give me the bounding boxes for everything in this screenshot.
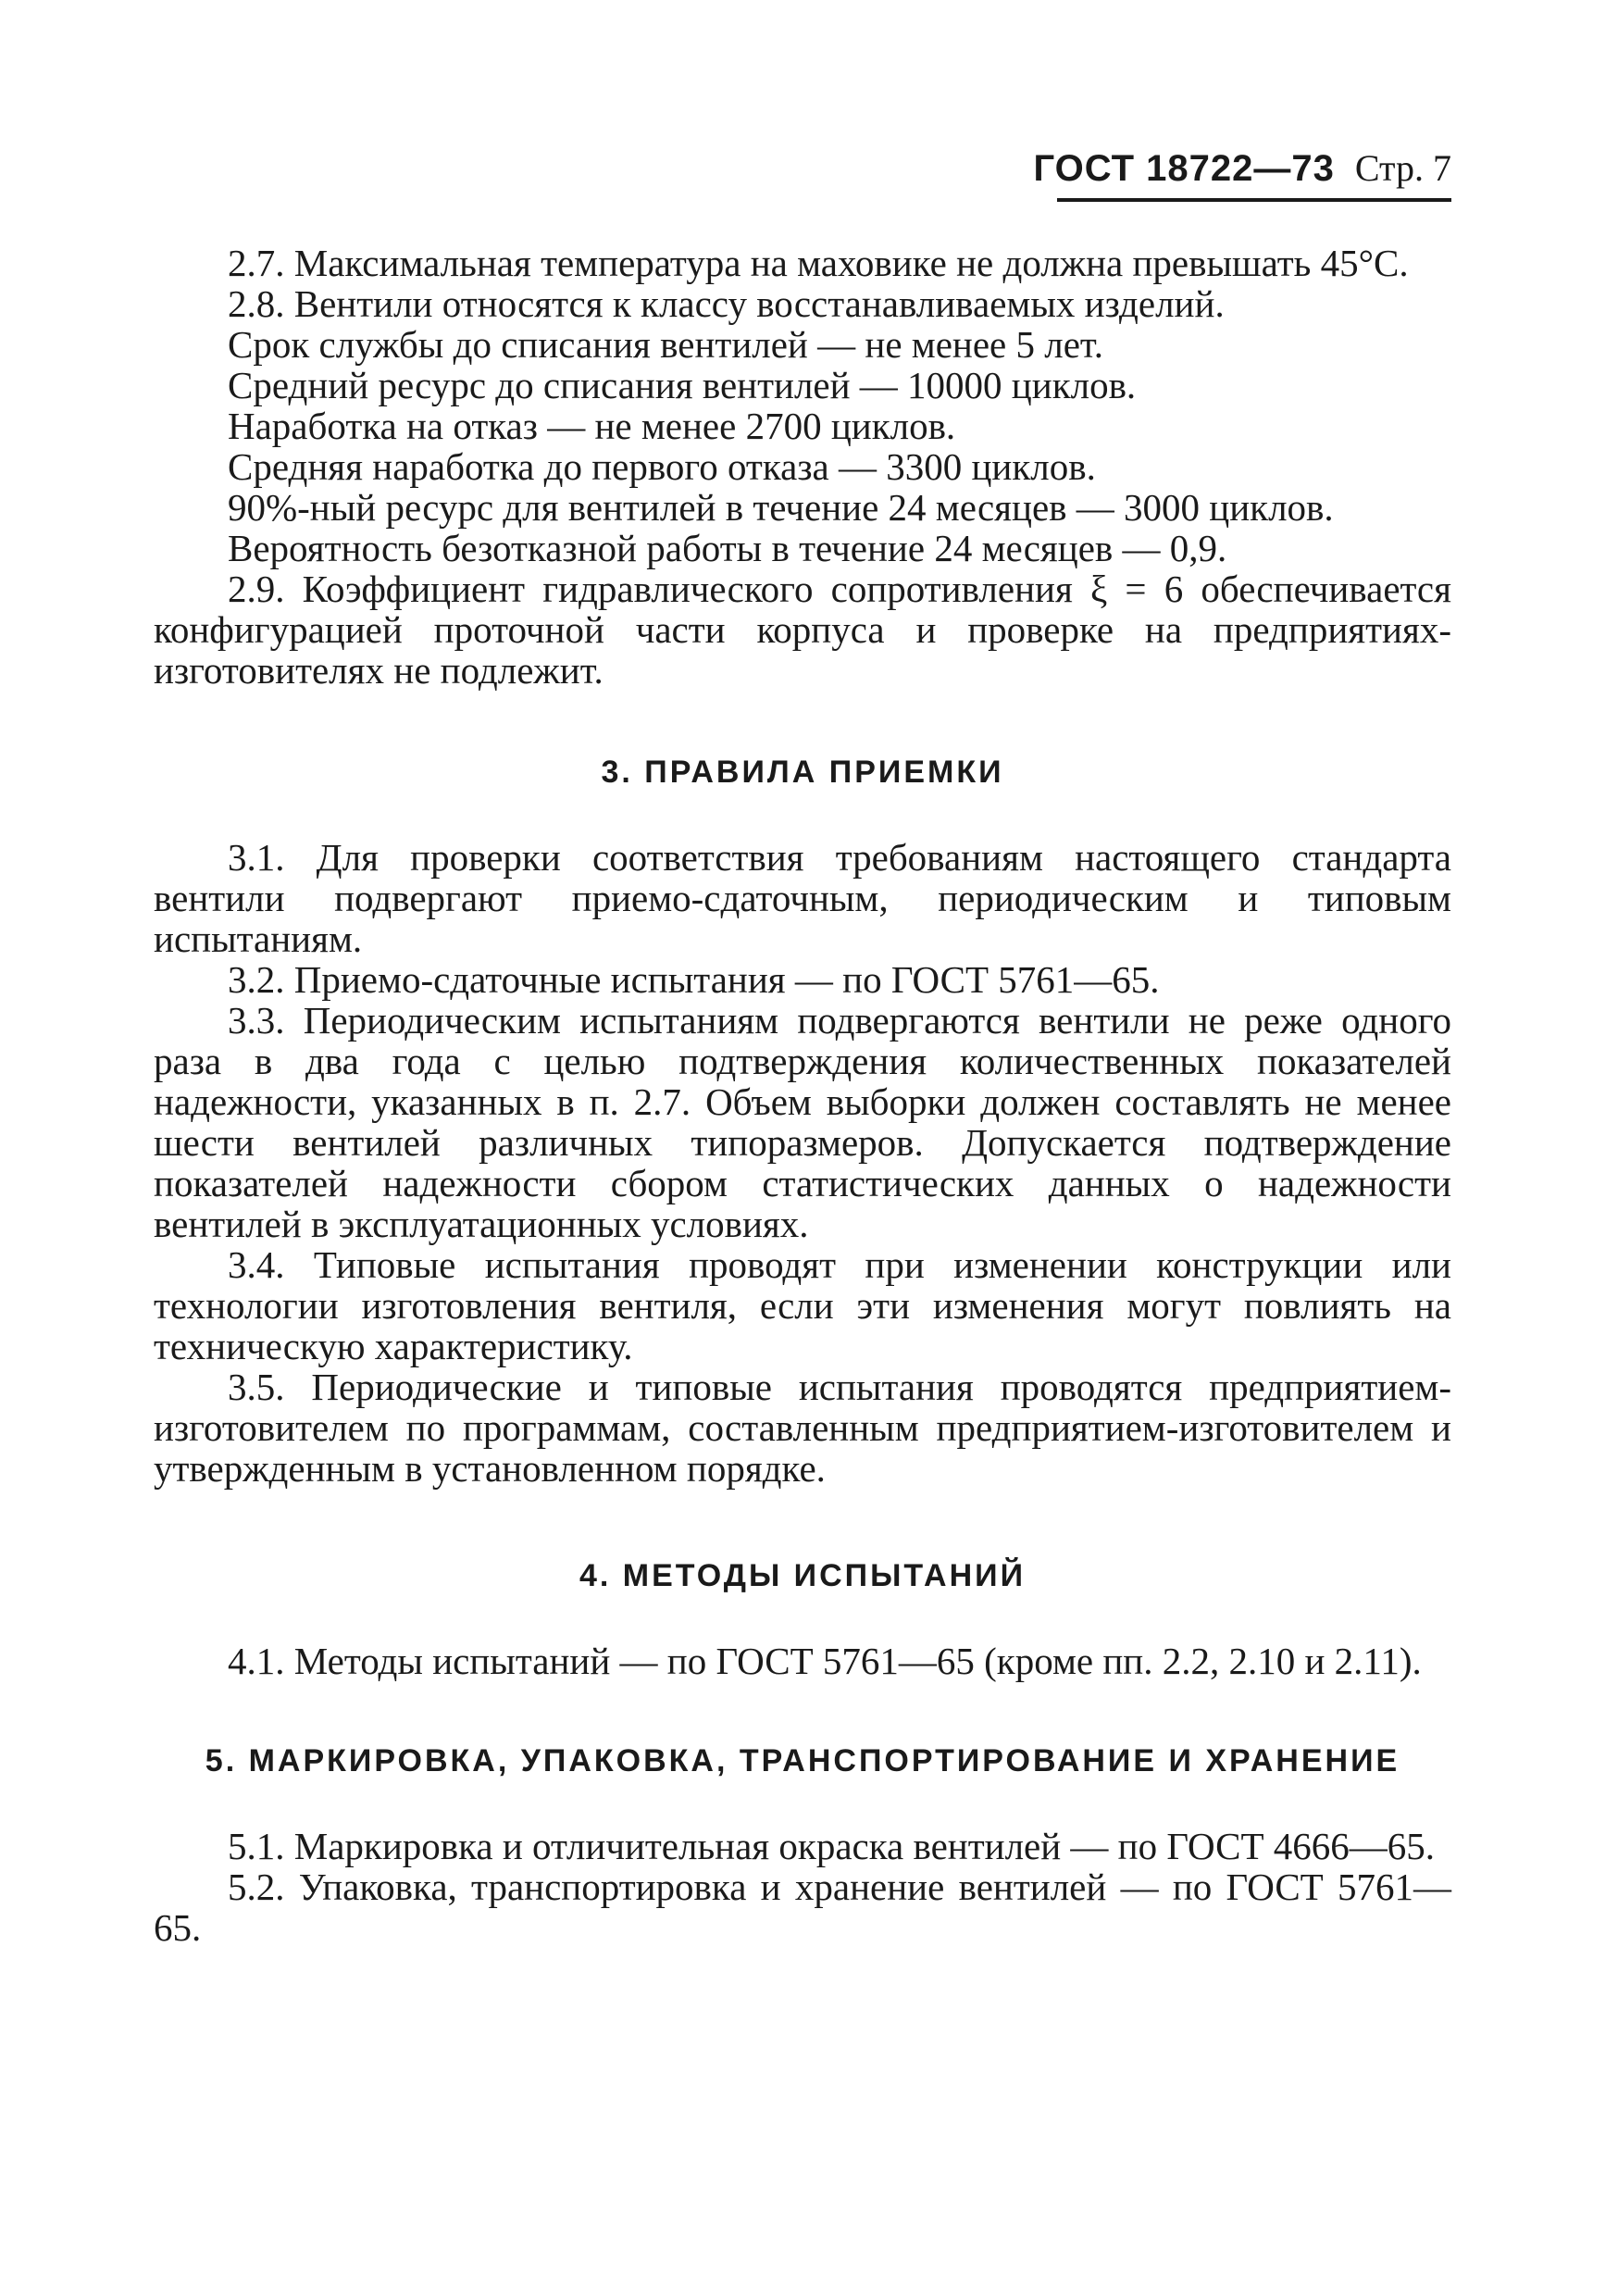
paragraph-2-7: 2.7. Максимальная температура на маховике не должна превышать 45°С. (228, 242, 1409, 284)
paragraph-3-3: 3.3. Периодическим испытаниям подвергаются вентили не реже одного раза в два года с целью подтверждения количественных показателей надежности, указанных в п. 2.7. Объем выборки должен составлять не менее шести вентилей различных типоразмеров. Допускается подтверждение показателей надежности сбором статистических данных о надежности вентилей в эксплуатационных условиях. (154, 999, 1451, 1245)
section-5-heading: 5. МАРКИРОВКА, УПАКОВКА, ТРАНСПОРТИРОВАНИЕ И ХРАНЕНИЕ (205, 1743, 1400, 1778)
section-4-heading: 4. МЕТОДЫ ИСПЫТАНИЙ (579, 1558, 1026, 1593)
document-body (154, 243, 1451, 1948)
paragraph-2-9: 2.9. Коэффициент гидравлического сопротивления ξ = 6 обеспечивается конфигурацией проточной части корпуса и проверке на предприятиях-изготовителях не подлежит. (154, 568, 1451, 692)
paragraph-3-5: 3.5. Периодические и типовые испытания проводятся предприятием-изготовителем по программам, составленным предприятием-изготовителем и утвержденным в установленном порядке. (154, 1366, 1451, 1490)
paragraph-5-2: 5.2. Упаковка, транспортировка и хранение вентилей — по ГОСТ 5761—65. (154, 1866, 1451, 1949)
header-rule (1057, 198, 1451, 202)
paragraph-mttf: Средняя наработка до первого отказа — 3300 циклов. (228, 445, 1096, 488)
standard-number: ГОСТ 18722—73 (1033, 148, 1335, 189)
document-page (154, 0, 1451, 2296)
paragraph-mtbf: Наработка на отказ — не менее 2700 циклов. (228, 405, 956, 447)
paragraph-4-1: 4.1. Методы испытаний — по ГОСТ 5761—65 (кроме пп. 2.2, 2.10 и 2.11). (228, 1640, 1422, 1682)
paragraph-5-1: 5.1. Маркировка и отличительная окраска вентилей — по ГОСТ 4666—65. (228, 1825, 1436, 1867)
paragraph-average-resource: Средний ресурс до списания вентилей — 10000 циклов. (228, 364, 1137, 406)
page-number: Стр. 7 (1354, 147, 1451, 189)
paragraph-2-8: 2.8. Вентили относятся к классу восстанавливаемых изделий. (228, 282, 1225, 325)
paragraph-reliability: Вероятность безотказной работы в течение 24 месяцев — 0,9. (228, 527, 1227, 569)
paragraph-service-life: Срок службы до списания вентилей — не менее 5 лет. (228, 323, 1103, 366)
paragraph-3-2: 3.2. Приемо-сдаточные испытания — по ГОСТ 5761—65. (228, 958, 1160, 1001)
page-header (1033, 146, 1451, 191)
paragraph-90-resource: 90%-ный ресурс для вентилей в течение 24 месяцев — 3000 циклов. (228, 486, 1334, 529)
paragraph-3-4: 3.4. Типовые испытания проводят при изменении конструкции или технологии изготовления вентиля, если эти изменения могут повлиять на техническую характеристику. (154, 1243, 1451, 1367)
paragraph-3-1: 3.1. Для проверки соответствия требованиям настоящего стандарта вентили подвергают приемо-сдаточным, периодическим и типовым испытаниям. (154, 836, 1451, 960)
section-3-heading: 3. ПРАВИЛА ПРИЕМКИ (601, 755, 1004, 790)
